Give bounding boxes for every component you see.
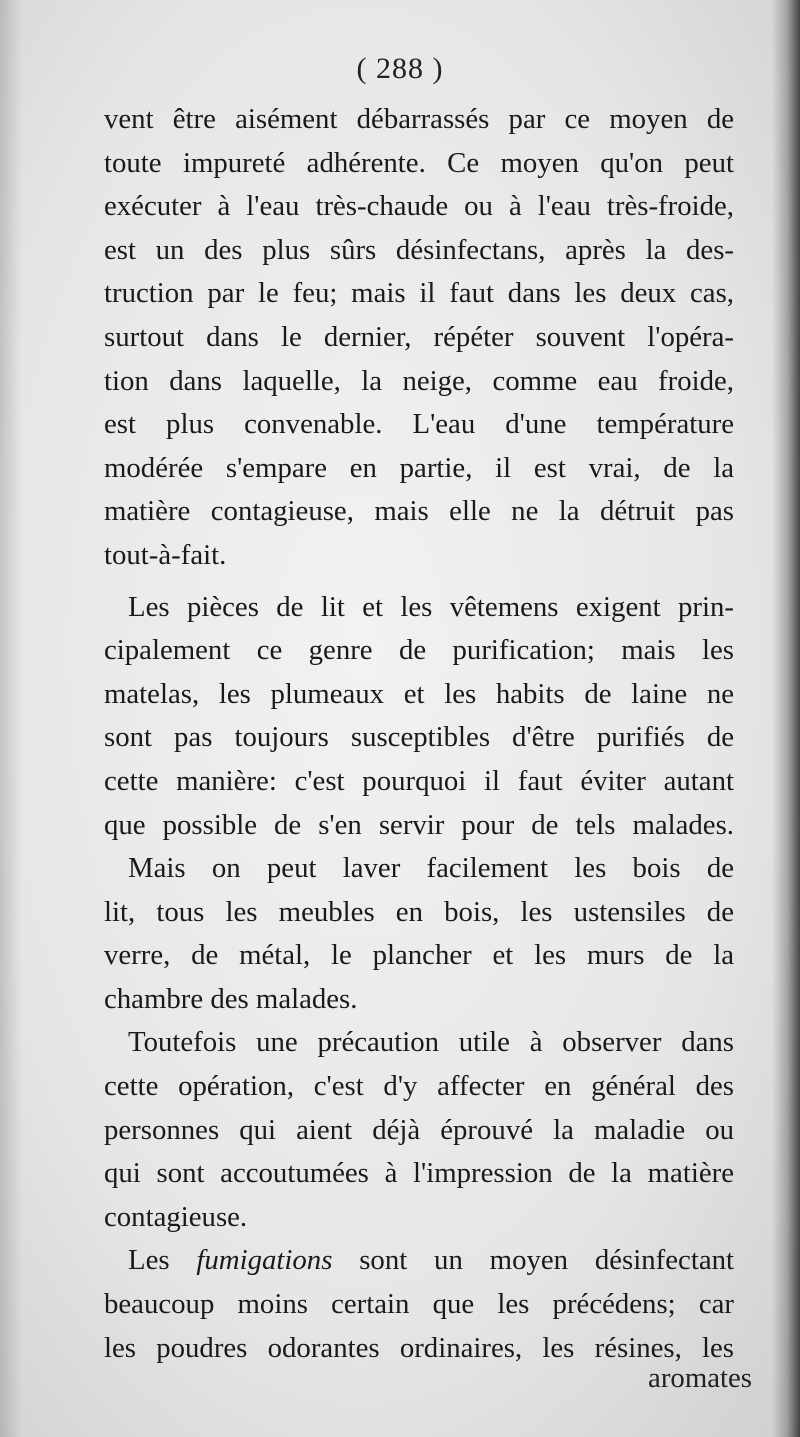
text-line: tout-à-fait. <box>104 538 227 571</box>
paragraph-gap <box>104 578 734 586</box>
text-line: Mais on peut laver facilement les bois de <box>128 852 734 885</box>
body-text <box>104 98 734 1370</box>
text-line: sont pas toujours susceptibles d'être purifiés de <box>104 721 734 754</box>
text-fragment: Les <box>128 1244 197 1277</box>
paragraph-1 <box>104 98 734 578</box>
catchword: aromates <box>648 1362 752 1394</box>
text-line: personnes qui aient déjà éprouvé la maladie ou <box>104 1113 734 1146</box>
text-line: est plus convenable. L'eau d'une température <box>104 408 734 441</box>
text-line: Toutefois une précaution utile à observer dans <box>128 1026 734 1059</box>
text-line: matelas, les plumeaux et les habits de laine ne <box>104 677 734 710</box>
text-line: les poudres odorantes ordinaires, les résines, les <box>104 1331 734 1364</box>
text-line: chambre des malades. <box>104 982 358 1015</box>
text-line: tion dans laquelle, la neige, comme eau froide, <box>104 364 734 397</box>
page-gutter-shadow <box>0 0 22 1437</box>
text-line: lit, tous les meubles en bois, les ustensiles de <box>104 895 734 928</box>
text-line: modérée s'empare en partie, il est vrai, de la <box>104 451 734 484</box>
italic-term: fumigations <box>196 1244 333 1277</box>
text-line: cipalement ce genre de purification; mais les <box>104 634 734 667</box>
text-line: surtout dans le dernier, répéter souvent l'opéra- <box>104 320 734 353</box>
text-line: cette manière: c'est pourquoi il faut éviter autant <box>104 764 734 797</box>
text-line: truction par le feu; mais il faut dans les deux cas, <box>104 277 734 310</box>
text-line: exécuter à l'eau très-chaude ou à l'eau très-froide, <box>104 190 734 223</box>
page-edge-shadow <box>772 0 800 1437</box>
text-line: cette opération, c'est d'y affecter en général des <box>104 1070 734 1103</box>
text-line: verre, de métal, le plancher et les murs de la <box>104 939 734 972</box>
text-line: vent être aisément débarrassés par ce moyen de <box>104 103 734 135</box>
paragraph-5 <box>104 1239 734 1370</box>
text-line: Les pièces de lit et les vêtemens exigent prin- <box>128 590 734 623</box>
text-line: que possible de s'en servir pour de tels malades. <box>104 808 734 841</box>
page-number: ( 288 ) <box>356 52 444 85</box>
paragraph-4 <box>104 1021 734 1239</box>
text-line: matière contagieuse, mais elle ne la détruit pas <box>104 495 734 528</box>
text-line: qui sont accoutumées à l'impression de la matière <box>104 1157 734 1190</box>
text-line: toute impureté adhérente. Ce moyen qu'on peut <box>104 146 734 179</box>
text-line: contagieuse. <box>104 1200 248 1233</box>
paragraph-3 <box>104 847 734 1021</box>
paragraph-2 <box>104 586 734 848</box>
text-line: est un des plus sûrs désinfectans, après la des- <box>104 233 734 266</box>
text-fragment: sont un moyen désinfectant <box>332 1244 734 1277</box>
text-line-with-italic <box>104 1239 734 1283</box>
text-line: beaucoup moins certain que les précédens; car <box>104 1288 734 1321</box>
